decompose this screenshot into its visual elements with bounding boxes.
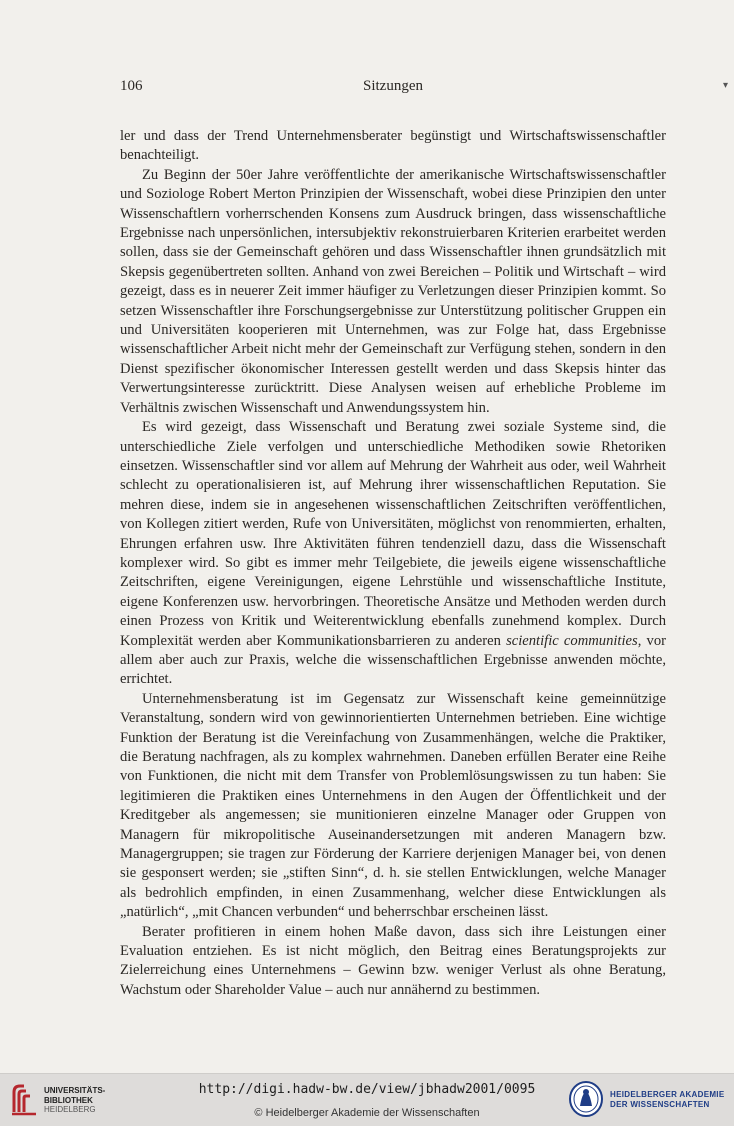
- academy-name-line-1: HEIDELBERGER AKADEMIE: [610, 1090, 725, 1099]
- page-number: 106: [120, 78, 143, 94]
- paragraph-4: Unternehmensberatung ist im Gegensatz zur Wissenschaft keine gemeinnützige Veranstaltung, sondern wird von gewinnorientierten Unternehmen betrieben. Eine wichtige Funktion der Beratung ist die Vereinfachung von Zusammenhängen, welche die Praktiker, die Beratung nachfragen, als zu komplex wahrnehmen. Daneben erfüllen Berater eine Reihe von Funktionen, die nicht mit dem Transfer von Problemlösungswissen zu tun haben: Sie legitimieren die Praktiken eines Unternehmens in den Augen der Öffentlichkeit und der Kreditgeber als angemessen; sie munitionieren einzelne Manager oder Gruppen von Managern für mikropolitische Auseinandersetzungen mit anderen Managern bzw. Managergruppen; sie tragen zur Förderung der Karriere derjenigen Manager bei, von denen sie gesponsert werden; sie „stiften Sinn“, d. h. sie stellen Entwicklungen, welche Manager als bedrohlich empfinden, in einen Zusammenhang, welcher diese Entwicklungen als „natürlich“, „mit Chancen verbunden“ und beherrschbar erscheinen lässt.: [120, 690, 666, 921]
- academy-name-line-2: DER WISSENSCHAFTEN: [610, 1100, 710, 1109]
- paragraph-5: Berater profitieren in einem hohen Maße davon, dass sich ihre Leistungen einer Evaluation entziehen. Es ist nicht möglich, den Beitrag eines Beratungsprojekts zur Zielerreichung eines Unternehmens – Gewinn bzw. weniger Verlust als ohne Beratung, Wachstum oder Shareholder Value – auch nur annähernd zu bestimmen.: [120, 923, 666, 998]
- paragraph-2: Zu Beginn der 50er Jahre veröffentlichte der amerikanische Wirtschaftswissenschaftler und Soziologe Robert Merton Prinzipien der Wissenschaft, wobei diese Prinzipien den unter Wissenschaftlern vorherrschenden Konsens zum Ausdruck bringen, dass wissenschaftliche Ergebnisse nach unpersönlichen, intersubjektiv rekonstruierbaren Kriterien erarbeitet werden sollen, dass sie der Gemeinschaft gehören und dass Wissenschaftler ihnen grundsätzlich mit Skepsis gegenübertreten sollten. Anhand von zwei Bereichen – Politik und Wirtschaft – wird gezeigt, dass es in neuerer Zeit immer häufiger zu Verletzungen dieser Prinzipien kommt. So setzen Wissenschaftler ihre Forschungsergebnisse zur Unterstützung politischer Gruppen ein und Universitäten kooperieren mit Unternehmen, was zur Folge hat, dass Ergebnisse wissenschaftlicher Arbeit nicht mehr der Gemeinschaft zur Verfügung stehen, sondern in den Dienst spezifischer ökonomischer Interessen gestellt werden und dass Skepsis hinter das Verwertungsinteresse zurücktritt. Diese Analysen weisen auf erhebliche Probleme im Verhältnis zwischen Wissenschaft und Anwendungssystem hin.: [120, 166, 666, 416]
- viewer-footer: [0, 1073, 734, 1126]
- library-name-line-1: UNIVERSITÄTS-: [44, 1086, 106, 1095]
- page-edge-mark: ▾: [722, 80, 728, 91]
- paragraph-3-italic: scientific communities: [506, 632, 638, 649]
- paragraph-3-text-b: , vor allem aber auch zur Praxis, welche die wissenschaftlichen Ergebnisse anwenden möchte, errichtet.: [120, 632, 666, 688]
- paragraph-1: ler und dass der Trend Unternehmensberater begünstigt und Wirtschaftswissenschaftler benachteiligt.: [120, 128, 666, 164]
- copyright-notice: © Heidelberger Akademie der Wissenschaften: [254, 1107, 480, 1119]
- academy-seal-logo-icon[interactable]: [568, 1080, 604, 1118]
- page-header: [120, 78, 666, 100]
- academy-name: [610, 1090, 724, 1110]
- permalink-url[interactable]: http://digi.hadw-bw.de/view/jbhadw2001/0095: [198, 1082, 536, 1097]
- paragraph-3: [120, 418, 666, 690]
- library-city: HEIDELBERG: [44, 1105, 96, 1114]
- body-text: [120, 127, 666, 1000]
- library-name-line-2: BIBLIOTHEK: [44, 1095, 93, 1105]
- paragraph-3-text-a: Es wird gezeigt, dass Wissenschaft und Beratung zwei soziale Systeme sind, die unterschiedliche Ziele verfolgen und unterschiedliche Methodiken sowie Rhetoriken einsetzen. Wissenschaftler sind vor allem auf Mehrung der Wahrheit aus oder, weil Wahrheit schlecht zu operationalisieren ist, auf Mehrung ihrer wissenschaftlichen Reputation. Sie mehren diese, indem sie in angesehenen wissenschaftlichen Zeitschriften veröffentlichen, von Kollegen zitiert werden, Rufe von Universitäten, möglichst von renommierten, erhalten, Ehrungen erfahren usw. Ihre Aktivitäten führen tendenziell dazu, dass die Wissenschaft komplexer wird. So gibt es immer mehr Teilgebiete, die jeweils eigene wissenschaftliche Zeitschriften, eigene Vereinigungen, eigene Lehrstühle und wissenschaftliche Institute, eigene Konferenzen usw. hervorbringen. Theoretische Ansätze und Methoden werden durch einen Prozess von Kritik und Weiterentwicklung ebenfalls zunehmend komplex. Durch Komplexität werden aber Kommunikationsbarrieren zu anderen: [120, 419, 666, 649]
- running-title: Sitzungen: [363, 78, 423, 94]
